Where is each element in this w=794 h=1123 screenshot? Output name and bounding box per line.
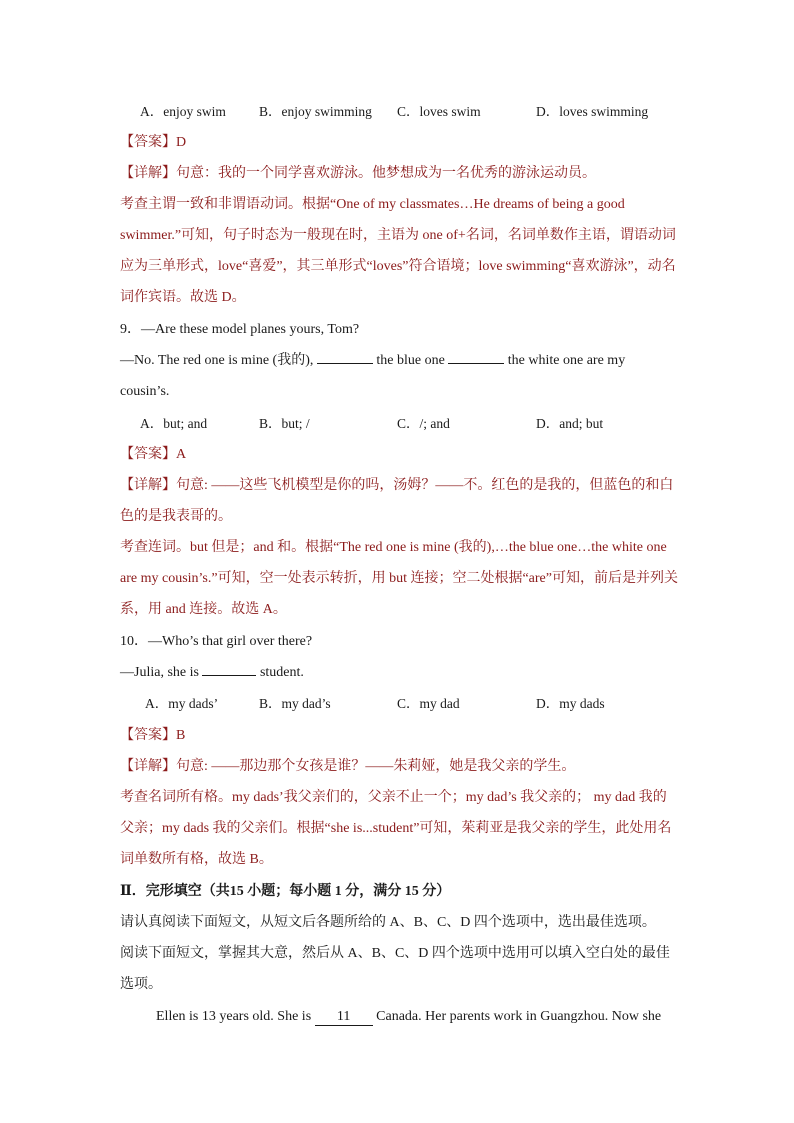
q9-analysis-line-1: 考查连词。but 但是；and 和。根据“The red one is mine (我的),…the blue one…the white one	[120, 540, 667, 555]
q9-detail-line-1: 【详解】句意: ——这些飞机模型是你的吗，汤姆？——不。红色的是我的，但蓝色的和白	[120, 478, 674, 493]
q8-option-c: C．loves swim	[397, 104, 481, 119]
q10-answer: 【答案】B	[120, 728, 186, 743]
q9-reply-part-2: the blue one	[376, 353, 445, 368]
q9-answer: 【答案】A	[120, 447, 187, 462]
q9-reply-part-3: the white one are my	[507, 353, 626, 368]
q8-option-a: A．enjoy swim	[140, 104, 226, 119]
passage-line-1	[156, 1007, 676, 1027]
q10-detail: 【详解】句意: ——那边那个女孩是谁？——朱莉娅，她是我父亲的学生。	[120, 759, 576, 774]
section-instruction-1: 请认真阅读下面短文，从短文后各题所给的 A、B、C、D 四个选项中，选出最佳选项。	[120, 915, 656, 930]
q9-analysis-line-2: are my cousin’s.”可知，空一处表示转折，用 but 连接；空二处根据“are”可知，前后是并列关	[120, 571, 678, 586]
q9-blank-2	[448, 363, 504, 364]
section-instruction-2-cont: 选项。	[120, 977, 162, 992]
section-instruction-2: 阅读下面短文，掌握其大意，然后从 A、B、C、D 四个选项中选用可以填入空白处的最佳	[120, 946, 670, 961]
q9-option-a: A．but; and	[140, 416, 208, 431]
passage-part-1: Ellen is 13 years old. She is	[156, 1009, 312, 1024]
q10-stem: 10．—Who’s that girl over there?	[120, 634, 313, 649]
q10-reply-part-2: student.	[259, 665, 304, 680]
q10-analysis-line-1: 考查名词所有格。my dads’我父亲们的，父亲不止一个；my dad’s 我父亲的； my dad 我的	[120, 790, 667, 805]
q9-reply-line	[120, 351, 680, 371]
q9-stem: 9．—Are these model planes yours, Tom?	[120, 322, 360, 337]
q8-analysis-line-3: 应为三单形式，love“喜爱”，其三单形式“loves”符合语境；love swimming“喜欢游泳”，动名	[120, 259, 676, 274]
q8-analysis-line-4: 词作宾语。故选 D。	[120, 290, 246, 305]
q8-answer: 【答案】D	[120, 135, 187, 150]
q8-option-d: D．loves swimming	[536, 104, 649, 119]
passage-part-2: Canada. Her parents work in Guangzhou. Now she	[376, 1009, 662, 1024]
q8-detail: 【详解】句意：我的一个同学喜欢游泳。他梦想成为一名优秀的游泳运动员。	[120, 166, 596, 181]
q8-analysis-line-2: swimmer.”可知，句子时态为一般现在时，主语为 one of+名词，名词单数作主语，谓语动词	[120, 228, 676, 243]
cloze-blank-11: 11	[315, 1009, 373, 1026]
q9-option-c: C．/; and	[397, 416, 450, 431]
q10-option-a: A．my dads’	[145, 696, 219, 711]
section-heading: Ⅱ．完形填空（共15 小题；每小题 1 分，满分 15 分）	[120, 884, 451, 899]
q10-reply-line	[120, 663, 680, 683]
q10-option-c: C．my dad	[397, 696, 460, 711]
q9-reply-end: cousin’s.	[120, 384, 170, 399]
q10-analysis-line-2: 父亲；my dads 我的父亲们。根据“she is...student”可知，茱莉亚是我父亲的学生，此处用名	[120, 821, 672, 836]
q10-option-b: B．my dad’s	[259, 696, 331, 711]
q8-analysis-line-1: 考查主谓一致和非谓语动词。根据“One of my classmates…He dreams of being a good	[120, 197, 625, 212]
q9-reply-part-1: —No. The red one is mine (我的),	[120, 353, 314, 368]
q8-option-b: B．enjoy swimming	[259, 104, 372, 119]
q9-option-b: B．but; /	[259, 416, 310, 431]
q9-option-d: D．and; but	[536, 416, 604, 431]
q10-reply-part-1: —Julia, she is	[120, 665, 199, 680]
q9-detail-line-2: 色的是我表哥的。	[120, 509, 232, 524]
q10-analysis-line-3: 词单数所有格，故选 B。	[120, 852, 273, 867]
q10-blank	[202, 675, 256, 676]
q9-analysis-line-3: 系，用 and 连接。故选 A。	[120, 602, 287, 617]
q10-option-d: D．my dads	[536, 696, 605, 711]
q9-blank-1	[317, 363, 373, 364]
